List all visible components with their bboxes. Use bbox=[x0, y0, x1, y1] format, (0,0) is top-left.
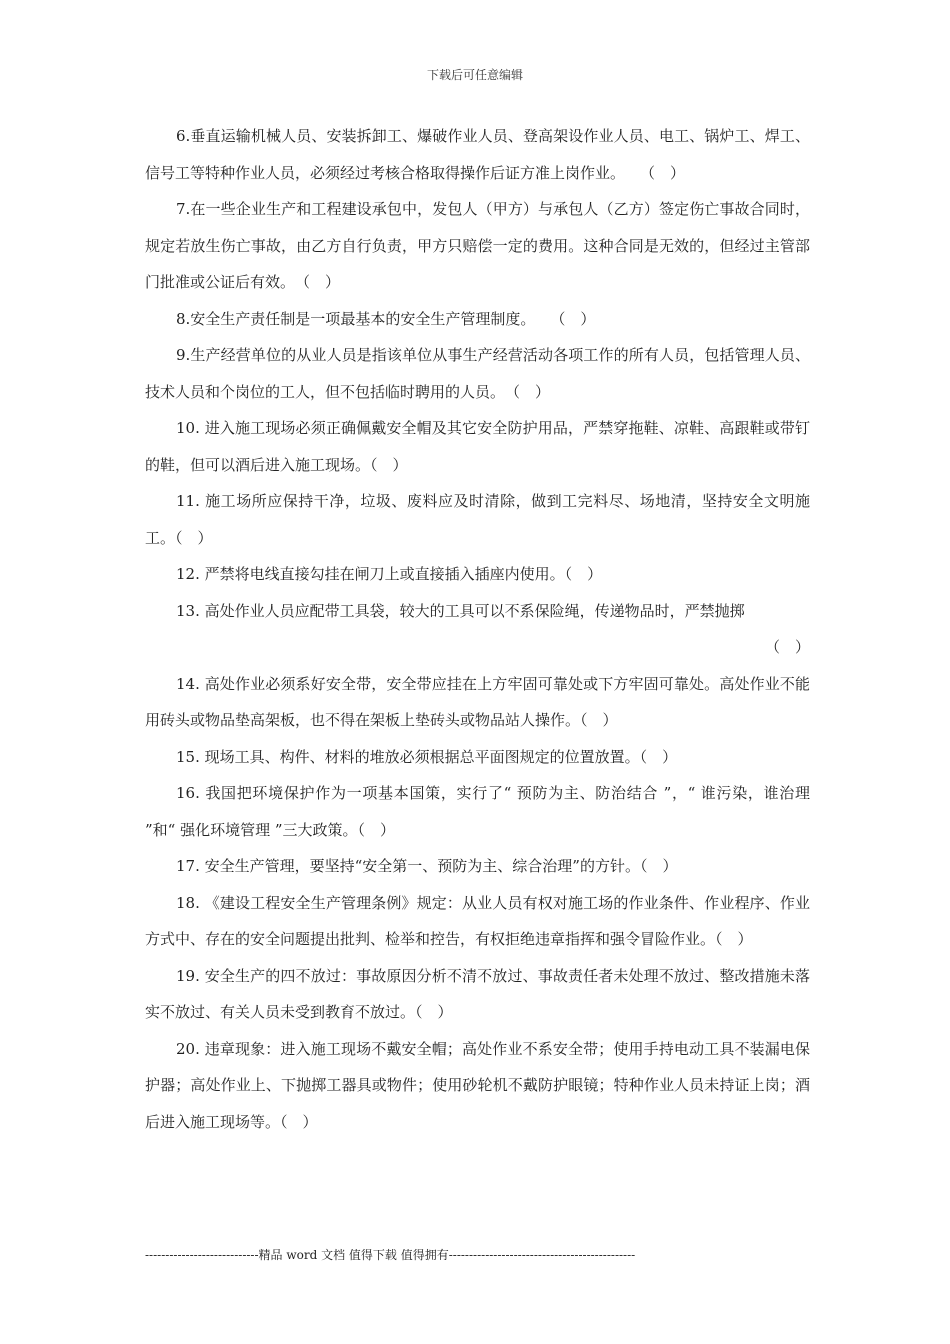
question-item: 14. 高处作业必须系好安全带，安全带应挂在上方牢固可靠处或下方牢固可靠处。高处作业不能用砖头或物品垫高架板，也不得在架板上垫砖头或物品站人操作。（ ） bbox=[145, 674, 810, 729]
page-header: 下载后可任意编辑 bbox=[426, 68, 523, 82]
question-item: 12. 严禁将电线直接勾挂在闸刀上或直接插入插座内使用。（ ） bbox=[176, 565, 603, 583]
question-item: 7.在一些企业生产和工程建设承包中，发包人（甲方）与承包人（乙方）签定伤亡事故合同时，规定若放生伤亡事故，由乙方自行负责，甲方只赔偿一定的费用。这种合同是无效的，但经过主管部门批准或公证后有效。 （ ） bbox=[145, 200, 810, 291]
question-item: 10. 进入施工现场必须正确佩戴安全帽及其它安全防护用品，严禁穿拖鞋、凉鞋、高跟鞋或带钉的鞋，但可以酒后进入施工现场。（ ） bbox=[145, 419, 810, 474]
question-item: 8.安全生产责任制是一项最基本的安全生产管理制度。 （ ） bbox=[176, 309, 596, 328]
question-list bbox=[145, 118, 810, 1140]
question-item: 19. 安全生产的四不放过：事故原因分析不清不放过、事故责任者未处理不放过、整改措施未落实不放过、有关人员未受到教育不放过。（ ） bbox=[145, 966, 810, 1021]
question-item: 11. 施工场所应保持干净，垃圾、废料应及时清除，做到工完料尽、场地清，坚持安全文明施工。（ ） bbox=[145, 492, 810, 547]
page-footer: ----------------------------精品 word 文档 值得下载 值得拥有---------------------------------------------- bbox=[145, 1248, 636, 1262]
question-item: 6.垂直运输机械人员、安装拆卸工、爆破作业人员、登高架设作业人员、电工、锅炉工、焊工、信号工等特种作业人员，必须经过考核合格取得操作后证方准上岗作业。 （ ） bbox=[145, 127, 810, 182]
question-item: 15. 现场工具、构件、材料的堆放必须根据总平面图规定的位置放置。（ ） bbox=[176, 747, 678, 766]
answer-blank: （ ） bbox=[764, 638, 810, 656]
question-item: 16. 我国把环境保护作为一项基本国策，实行了“ 预防为主、防治结合 ”，“ 谁污染，谁治理 ”和“ 强化环境管理 ”三大政策。（ ） bbox=[145, 784, 810, 839]
question-item: 20. 违章现象：进入施工现场不戴安全帽；高处作业不系安全带；使用手持电动工具不装漏电保护器；高处作业上、下抛掷工器具或物件；使用砂轮机不戴防护眼镜；特种作业人员未持证上岗；酒后进入施工现场等。（ ） bbox=[145, 1039, 810, 1131]
question-item: 18. 《建设工程安全生产管理条例》规定：从业人员有权对施工场的作业条件、作业程序、作业方式中、存在的安全问题提出批判、检举和控告，有权拒绝违章指挥和强令冒险作业。（ ） bbox=[145, 893, 810, 948]
question-item: 13. 高处作业人员应配带工具袋，较大的工具可以不系保险绳，传递物品时，严禁抛掷 （ ） bbox=[145, 593, 810, 666]
question-item: 9.生产经营单位的从业人员是指该单位从事生产经营活动各项工作的所有人员，包括管理人员、技术人员和个岗位的工人，但不包括临时聘用的人员。 （ ） bbox=[145, 346, 810, 401]
question-item: 17. 安全生产管理，要坚持“安全第一、预防为主、综合治理”的方针。（ ） bbox=[176, 857, 678, 875]
